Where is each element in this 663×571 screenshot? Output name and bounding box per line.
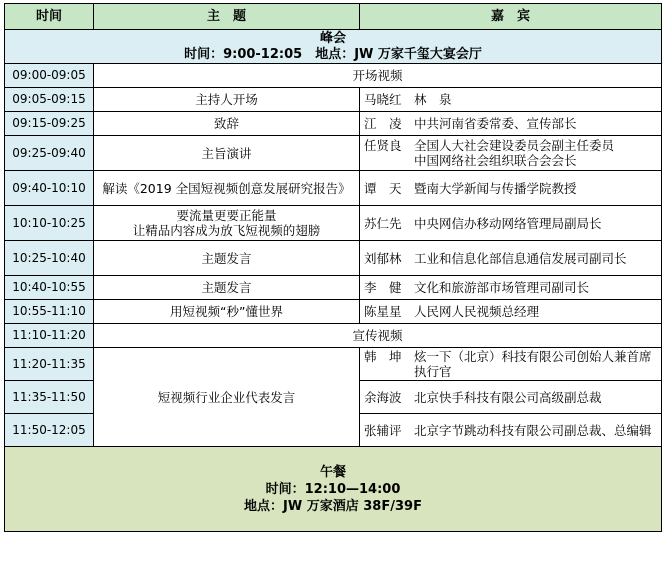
guest-line (364, 280, 657, 295)
guest-cell (360, 136, 662, 171)
guest-title-line: 全国人大社会建设委员会副主任委员 (414, 138, 615, 153)
time-cell: 09:00-09:05 (5, 64, 94, 88)
topic-cell: 宣传视频 (94, 324, 662, 348)
summit-row (5, 30, 662, 64)
guest-line (364, 116, 657, 131)
topic-line: 主持人开场 (195, 92, 258, 107)
guest-line (364, 349, 657, 379)
guest-title: 北京字节跳动科技有限公司副总裁、总编辑 (414, 422, 652, 438)
table-row (5, 324, 662, 348)
time-cell: 11:50-12:05 (5, 414, 94, 447)
topic-line: 主题发言 (201, 250, 252, 266)
agenda-table (4, 3, 662, 532)
time-cell: 11:20-11:35 (5, 348, 94, 381)
header-time: 时间 (5, 4, 94, 30)
table-row (5, 136, 662, 171)
guest-name: 余海波 (364, 389, 402, 405)
guest-cell (360, 112, 662, 136)
guest-cell (360, 241, 662, 276)
guest-title (414, 116, 657, 131)
table-row (5, 206, 662, 241)
topic-cell (94, 112, 360, 136)
guest-title: 北京快手科技有限公司高级副总裁 (414, 389, 602, 405)
guest-cell (360, 300, 662, 324)
time-cell: 11:10-11:20 (5, 324, 94, 348)
time-cell: 09:25-09:40 (5, 136, 94, 171)
guest-name: 任贤良 (364, 138, 402, 153)
guest-line (364, 251, 657, 266)
guest-cell (360, 171, 662, 206)
guest-line (364, 423, 657, 438)
topic-cell (94, 136, 360, 171)
time-cell: 09:40-10:10 (5, 171, 94, 206)
guest-title (414, 280, 657, 295)
guest-title: 炫一下（北京）科技有限公司创始人兼首席执行官 (414, 349, 652, 379)
topic-cell (94, 206, 360, 241)
group-rows (5, 348, 662, 447)
topic-line: 主题发言 (201, 280, 252, 295)
topic-line: 致辞 (213, 116, 239, 131)
topic-line: 用短视频“秒”懂世界 (170, 304, 283, 319)
time-cell: 11:35-11:50 (5, 381, 94, 414)
guest-title-line: 中央网信办移动网络管理局副局长 (414, 215, 602, 231)
guest-cell (360, 206, 662, 241)
guest-title-line: 文化和旅游部市场管理司副司长 (414, 280, 590, 295)
table-row (5, 241, 662, 276)
guest-title-line: 林 泉 (414, 92, 452, 107)
guest-name: 马晓红 (364, 92, 402, 107)
guest-line (364, 390, 657, 405)
time-cell: 09:05-09:15 (5, 88, 94, 112)
guest-name: 张辅评 (364, 422, 402, 438)
guest-line (364, 304, 657, 319)
guest-name: 苏仁先 (364, 215, 402, 231)
table-row (5, 64, 662, 88)
guest-line (364, 92, 657, 107)
topic-cell (94, 276, 360, 300)
group-topic-cell: 短视频行业企业代表发言 (94, 348, 360, 447)
guest-cell (360, 348, 662, 381)
guest-title-line: 暨南大学新闻与传播学院教授 (414, 180, 577, 196)
topic-cell (94, 171, 360, 206)
lunch-cell (5, 447, 662, 532)
lunch-title: 午餐 (319, 464, 346, 480)
lunch-place: 地点：JW 万家酒店 38F/39F (244, 498, 422, 514)
lunch-time: 时间：12:10—14:00 (265, 481, 401, 497)
time-cell: 10:25-10:40 (5, 241, 94, 276)
topic-line: 主旨演讲 (201, 145, 252, 161)
guest-name: 江 凌 (364, 116, 402, 131)
guest-name: 谭 天 (364, 180, 402, 196)
table-row (5, 348, 662, 381)
summit-cell (5, 30, 662, 64)
topic-line: 解读《2019 全国短视频创意发展研究报告》 (102, 180, 351, 196)
time-cell: 09:15-09:25 (5, 112, 94, 136)
guest-cell (360, 276, 662, 300)
topic-cell: 开场视频 (94, 64, 662, 88)
guest-cell (360, 414, 662, 447)
guest-title (414, 251, 657, 266)
topic-cell (94, 241, 360, 276)
guest-title-line: 中共河南省委常委、宣传部长 (414, 116, 577, 131)
topic-line: 要流量更要正能量 (176, 208, 277, 223)
time-cell: 10:55-11:10 (5, 300, 94, 324)
table-row (5, 276, 662, 300)
guest-title (414, 138, 657, 168)
header-topic: 主 题 (94, 4, 360, 30)
guest-line (364, 181, 657, 196)
agenda-rows (5, 64, 662, 348)
guest-title-line: 人民网人民视频总经理 (414, 304, 540, 319)
time-cell: 10:40-10:55 (5, 276, 94, 300)
guest-title (414, 92, 657, 107)
topic-cell (94, 88, 360, 112)
summit-detail: 时间：9:00-12:05 地点：JW 万家千玺大宴会厅 (184, 46, 482, 62)
summit-title: 峰会 (319, 30, 346, 46)
table-row (5, 88, 662, 112)
guest-title (414, 216, 657, 231)
guest-name: 李 健 (364, 280, 402, 295)
header-row (5, 4, 662, 30)
guest-name: 陈星星 (364, 304, 402, 319)
header-guest: 嘉 宾 (360, 4, 662, 30)
guest-line (364, 138, 657, 168)
topic-line: 让精品内容成为放飞短视频的翅膀 (132, 223, 321, 238)
guest-title-line: 工业和信息化部信息通信发展司副司长 (414, 250, 627, 266)
guest-title (414, 181, 657, 196)
guest-title-line: 中国网络社会组织联合会会长 (414, 153, 577, 168)
guest-cell (360, 88, 662, 112)
guest-title (414, 304, 657, 319)
guest-name: 韩 坤 (364, 349, 402, 364)
topic-cell (94, 300, 360, 324)
time-cell: 10:10-10:25 (5, 206, 94, 241)
table-row (5, 171, 662, 206)
guest-cell (360, 381, 662, 414)
guest-line (364, 216, 657, 231)
table-row (5, 112, 662, 136)
lunch-row (5, 447, 662, 532)
guest-name: 刘郁林 (364, 250, 402, 266)
table-row (5, 300, 662, 324)
